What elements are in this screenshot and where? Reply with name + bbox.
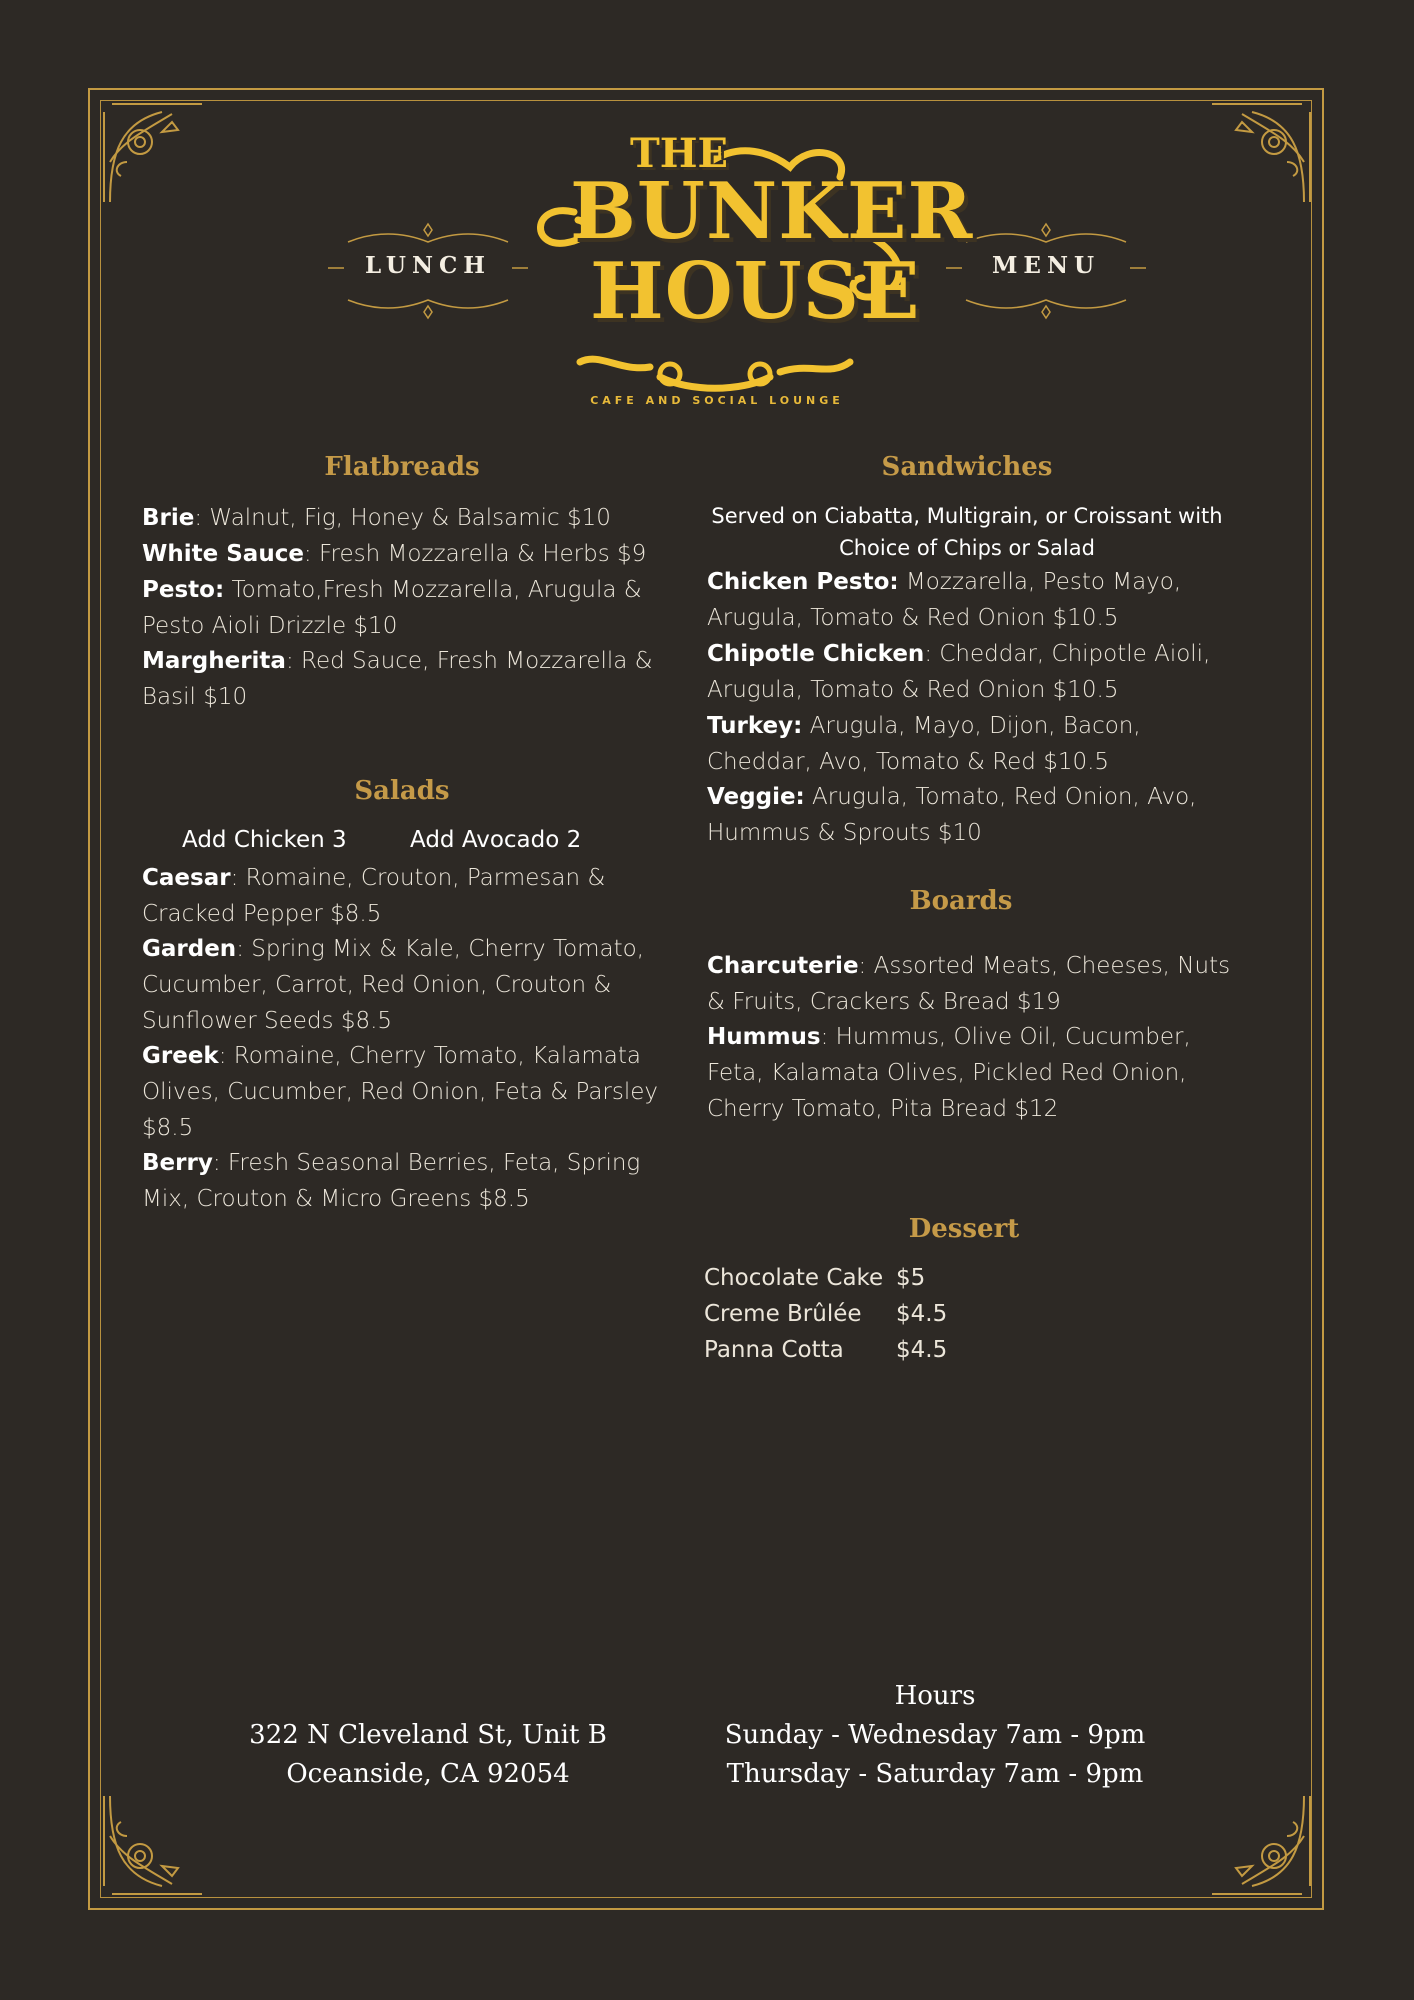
menu-label: MENU — [991, 252, 1101, 279]
menu-item: Caesar: Romaine, Crouton, Parmesan & Cracked Pepper $8.5 — [142, 865, 606, 927]
boards-title: Boards — [909, 886, 1013, 916]
lunch-tag — [328, 222, 528, 322]
menu-item: Hummus: Hummus, Olive Oil, Cucumber, Feta, Kalamata Olives, Pickled Red Onion, Cherry Tomato, Pita Bread $12 — [707, 1024, 1191, 1122]
menu-item: White Sauce: Fresh Mozzarella & Herbs $9 — [142, 541, 647, 567]
logo-bunker: BUNKER — [570, 166, 974, 257]
menu-item: Chicken Pesto: Mozzarella, Pesto Mayo, Arugula, Tomato & Red Onion $10.5 — [707, 569, 1182, 631]
hours-title: Hours — [894, 1681, 976, 1711]
dessert-title: Dessert — [908, 1214, 1020, 1244]
corner-flourish-bottom-left — [102, 1786, 212, 1896]
dessert-item — [704, 1296, 1004, 1332]
menu-item: Garden: Spring Mix & Kale, Cherry Tomato, Cucumber, Carrot, Red Onion, Crouton & Sunflower Seeds $8.5 — [142, 936, 645, 1034]
dessert-price: $4.5 — [896, 1301, 948, 1327]
menu-item: Greek: Romaine, Cherry Tomato, Kalamata Olives, Cucumber, Red Onion, Feta & Parsley $8.5 — [142, 1043, 659, 1141]
add-avocado-note: Add Avocado 2 — [410, 827, 582, 853]
bunker-house-logo — [510, 122, 974, 422]
corner-flourish-bottom-right — [1202, 1786, 1312, 1896]
salads-title: Salads — [354, 776, 450, 806]
menu-item: Chipotle Chicken: Cheddar, Chipotle Aioli, Arugula, Tomato & Red Onion $10.5 — [707, 641, 1211, 703]
logo-house: HOUSE — [590, 246, 921, 337]
address-line-1: 322 N Cleveland St, Unit B — [249, 1720, 607, 1750]
menu-tag — [946, 222, 1146, 322]
menu-item: Charcuterie: Assorted Meats, Cheeses, Nuts & Fruits, Crackers & Bread $19 — [707, 953, 1231, 1015]
address-line-2: Oceanside, CA 92054 — [286, 1759, 570, 1789]
lunch-label: LUNCH — [364, 252, 492, 279]
flatbreads-title: Flatbreads — [324, 452, 480, 482]
menu-item: Turkey: Arugula, Mayo, Dijon, Bacon, Cheddar, Avo, Tomato & Red $10.5 — [707, 713, 1141, 775]
dessert-price: $4.5 — [896, 1337, 948, 1363]
sandwiches-title: Sandwiches — [881, 452, 1053, 482]
dessert-name: Creme Brûlée — [704, 1301, 862, 1327]
menu-item: Brie: Walnut, Fig, Honey & Balsamic $10 — [142, 505, 611, 531]
menu-item: Pesto: Tomato,Fresh Mozzarella, Arugula & Pesto Aioli Drizzle $10 — [142, 577, 642, 639]
dessert-name: Chocolate Cake — [704, 1265, 884, 1291]
hours-line-2: Thursday - Saturday 7am - 9pm — [726, 1759, 1144, 1789]
menu-item: Veggie: Arugula, Tomato, Red Onion, Avo, Hummus & Sprouts $10 — [707, 784, 1197, 846]
dessert-item — [704, 1260, 1004, 1296]
corner-flourish-top-right — [1202, 102, 1312, 212]
corner-flourish-top-left — [102, 102, 212, 212]
dessert-name: Panna Cotta — [704, 1337, 844, 1363]
sandwiches-bread-note: Served on Ciabatta, Multigrain, or Croissant with Choice of Chips or Salad — [711, 504, 1223, 560]
menu-item: Margherita: Red Sauce, Fresh Mozzarella & Basil $10 — [142, 648, 653, 710]
dessert-price: $5 — [896, 1265, 926, 1291]
hours-line-1: Sunday - Wednesday 7am - 9pm — [724, 1720, 1146, 1750]
add-chicken-note: Add Chicken 3 — [182, 827, 347, 853]
logo-the: THE — [630, 130, 729, 177]
dessert-item — [704, 1332, 1004, 1368]
menu-item: Berry: Fresh Seasonal Berries, Feta, Spring Mix, Crouton & Micro Greens $8.5 — [142, 1150, 641, 1212]
logo-tagline: CAFE AND SOCIAL LOUNGE — [590, 394, 844, 407]
